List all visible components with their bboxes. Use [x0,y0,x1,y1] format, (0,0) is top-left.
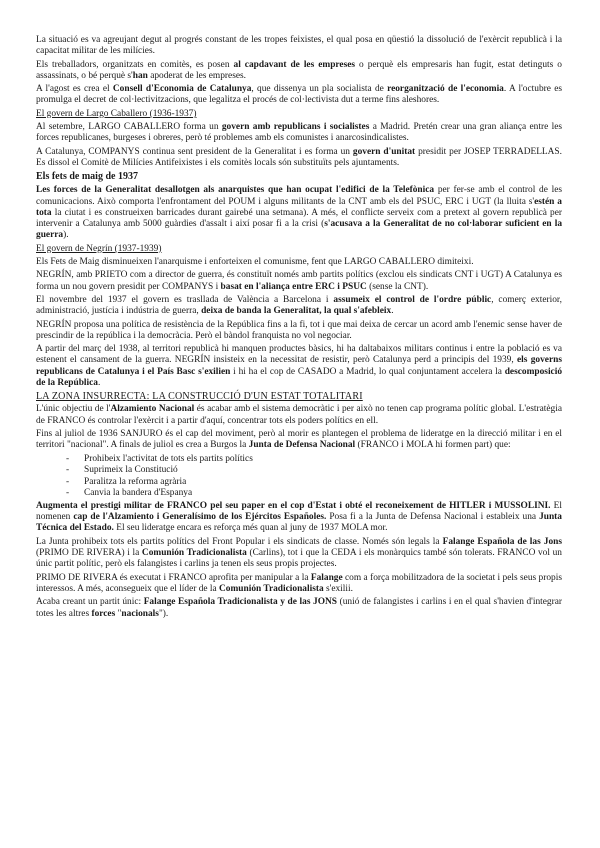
text-run: , que dissenya un pla socialista de [251,84,388,95]
bold-text: Les forces de la Generalitat desallotgen als anarquistes que han ocupat l'edifici de la Telefònica [36,185,435,196]
text-run: . [98,378,101,389]
text-run: i hi ha el cop de CASADO a Madrid, lo qual conjuntament accelera la [230,366,505,377]
text-run: (unió de falangistes i carlins i en el qual s'havien d'integrar totes les altres [36,597,562,619]
text-run: Acaba creant un partit únic: [36,597,144,608]
text-run: "). [158,608,169,619]
bold-text: han [132,70,148,81]
bold-text: els governs republicans de Catalunya i el País Basc s'exilien [36,355,562,377]
paragraph [36,429,562,452]
bold-text: Junta de Defensa Nacional [248,440,356,451]
bold-text: Comunión Tradicionalista [219,583,324,594]
bold-text: Augmenta el prestigi militar de FRANCO pel seu paper en el cop d'Estat i obté el reconeixement de HITLER i MUSSOLINI. [36,500,551,511]
text-run: ). [63,230,69,241]
measures-list [36,454,562,500]
bold-text: s'acusava a la Generalitat de no col·laborar suficient en la guerra [36,219,563,241]
text-run: L'únic objectiu de l' [36,404,111,415]
paragraph [36,84,562,107]
bold-text: Consell d'Economia de Catalunya [112,84,252,95]
text-run: apoderat de les empreses. [147,70,246,81]
text-run: El nomenen [36,500,562,523]
paragraph [36,257,562,268]
text-run: s'exilii. [323,583,353,594]
paragraph [36,270,562,293]
text-run: La Junta prohibeix tots els partits polítics del Front Popular i els sindicats de classe. Només són legals la [36,536,443,547]
paragraph [36,320,562,343]
text-run: per fer-se amb el control de les comunicacions. Això comporta l'enfrontament del POUM i alguns militants de la CNT amb els del PSUC, ERC i UGT (la lluita s' [36,185,562,207]
paragraph [36,537,562,571]
paragraph [36,344,562,389]
bold-text: reorganització de l'economia [387,84,504,95]
text-run: Posa fi a la Junta de Defensa Nacional i estableix una [326,512,540,523]
paragraph [36,597,562,620]
text-run: presidit per JOSEP TERRADELLAS. Es dissol el Comitè de Milícies Antifeixistes i els comitès locals són substituïts pels ajuntaments. [36,146,562,168]
text-run: a Madrid. Pretén crear una gran aliança entre les forces republicanes, burgeses i obreres, però té problemes amb els comunistes i anarcosindicalistes. [36,122,563,144]
paragraph [36,295,562,318]
text-run: A partir del març del 1938, al territori republicà hi manquen productes bàsics, hi ha daltabaixos militars continus i entre la població es va estenent el cansament de la guerra. NEGRÍN insisteix en la necessitat de resistir, però Catalunya perd a principis del 1939, [36,344,562,366]
bold-text: govern amb republicans i socialistes [221,122,370,133]
paragraph [36,60,562,83]
text-run: NEGRÍN proposa una política de resistència de la República fins a la fi, tot i que mai deixa de cercar un acord amb l'enemic sense haver de prescindir de la república i la democràcia. Però el bàndol franquista no vol negociar. [36,319,562,341]
text-run: . A l'octubre es promulga el decret de col·lectivitzacions, que legalitza el procés de col·lectivista dut a terme fins aleshores. [36,84,563,106]
bold-text: Falange Española Tradicionalista y de las JONS [143,597,338,608]
paragraph [36,185,562,241]
subsection-heading: Els fets de maig de 1937 [36,171,138,183]
bold-text: nacionals [121,608,159,619]
paragraph [36,573,562,596]
list-item: - Paralitza la reforma agrària [66,477,562,489]
bold-text: Falange Española de las Jons [442,536,563,547]
paragraph [36,35,562,58]
bold-text: basat en l'aliança entre ERC i PSUC [220,281,367,292]
bold-text: estén a tota [36,196,562,218]
bold-text: Junta Técnica del Estado. [36,512,562,534]
text-run: com a força mobilitzadora de la societat i pels seus propis interessos. A més, aconsegueix que el líder de la [36,572,562,594]
bold-text: descomposició de la República [36,366,563,389]
bold-text: al capdavant de les empreses [233,59,356,70]
text-run: (PRIMO DE RIVERA) i la [36,548,142,559]
text-run: (Carlins), tot i que la CEDA i els monàrquics també són tolerats. FRANCO vol un únic partit polític, però els falangistes i carlins ja tenen els seus propis projectes. [36,548,562,570]
bold-text: Comunión Tradicionalista [141,548,247,559]
text-run: la ciutat i es construeixen barricades durant gairebé una setmana). A més, el conflicte serveix com a pretext al govern republicà per intervenir a Catalunya amb 5000 guàrdies d'assalt i així posar fi a la crisi ( [36,207,562,230]
paragraph [36,147,562,170]
subsection-heading: El govern de Negrín (1937-1939) [36,243,162,254]
list-item: - Canvia la bandera d'Espanya [66,488,562,500]
text-run: és acabar amb el sistema democràtic i per això no tenen cap programa polític global. L'estratègia de FRANCO és controlar l'exèrcit i a partir d'aquí, concentrar tots els poders polítics en ell. [36,404,562,426]
bold-text: cap de l'Alzamiento i Generalísimo de los Ejércitos Españoles. [73,512,327,523]
section-title: LA ZONA INSURRECTA: LA CONSTRUCCIÓ D'UN ESTAT TOTALITARI [36,391,363,403]
text-run: Al setembre, LARGO CABALLERO forma un [36,122,222,133]
paragraph [36,404,562,427]
paragraph [36,501,562,535]
bold-text: deixa de banda la Generalitat, la qual s'afebleix [201,306,392,317]
list-item: - Prohibeix l'activitat de tots els partits polítics [66,454,562,466]
paragraph [36,122,562,145]
text-run: NEGRÍN, amb PRIETO com a director de guerra, és constituït només amb partits polítics (exclou els sindicats CNT i UGT) A Catalunya es forma un nou govern presidit per COMPANYS i [36,270,562,292]
text-run: o perquè els empresaris han fugit, estat detinguts o assassinats, o bé perquè s' [36,59,562,81]
subsection-heading: El govern de Largo Caballero (1936-1937) [36,108,197,119]
text-run: Fins al juliol de 1936 SANJURO és el cap del moviment, però al morir es plantegen el problema de lideratge en la direcció militar i en el territori "nacional". A finals de juliol es crea a Burgos la [36,428,562,451]
text-run: , comerç exterior, administració, justícia i indústria de guerra, [36,294,562,317]
text-run: Els treballadors, organitzats en comitès, es posen [36,59,234,70]
text-run: PRIMO DE RIVERA és executat i FRANCO aprofita per manipular a la [36,572,311,583]
bold-text: govern d'unitat [352,146,416,157]
text-run: A l'agost es crea el [36,84,113,95]
text-run: La situació es va agreujant degut al progrés constant de les tropes feixistes, el qual posa en qüestió la dissolució de l'exèrcit republicà i la capacitat militar de les milícies. [36,35,562,57]
bold-text: Alzamiento Nacional [110,404,195,415]
bold-text: Falange [310,572,343,583]
text-run: (sense la CNT). [366,281,429,292]
text-run: " [115,608,122,619]
text-run: Els Fets de Maig disminueixen l'anarquisme i enforteixen el comunisme, fent que LARGO CABALLERO dimiteixi. [36,257,474,268]
bold-text: assumeix el control de l'ordre públic [333,294,492,305]
bold-text: forces [91,608,116,619]
list-item: - Suprimeix la Constitució [66,465,562,477]
text-run: A Catalunya, COMPANYS continua sent president de la Generalitat i es forma un [36,146,353,157]
text-run: . [391,306,394,317]
text-run: El novembre del 1937 el govern es trasllada de València a Barcelona i [36,294,334,305]
text-run: (FRANCO i MOLA hi formen part) que: [355,440,511,451]
text-run: El seu lideratge encara es reforça més quan al juny de 1937 MOLA mor. [113,523,388,534]
